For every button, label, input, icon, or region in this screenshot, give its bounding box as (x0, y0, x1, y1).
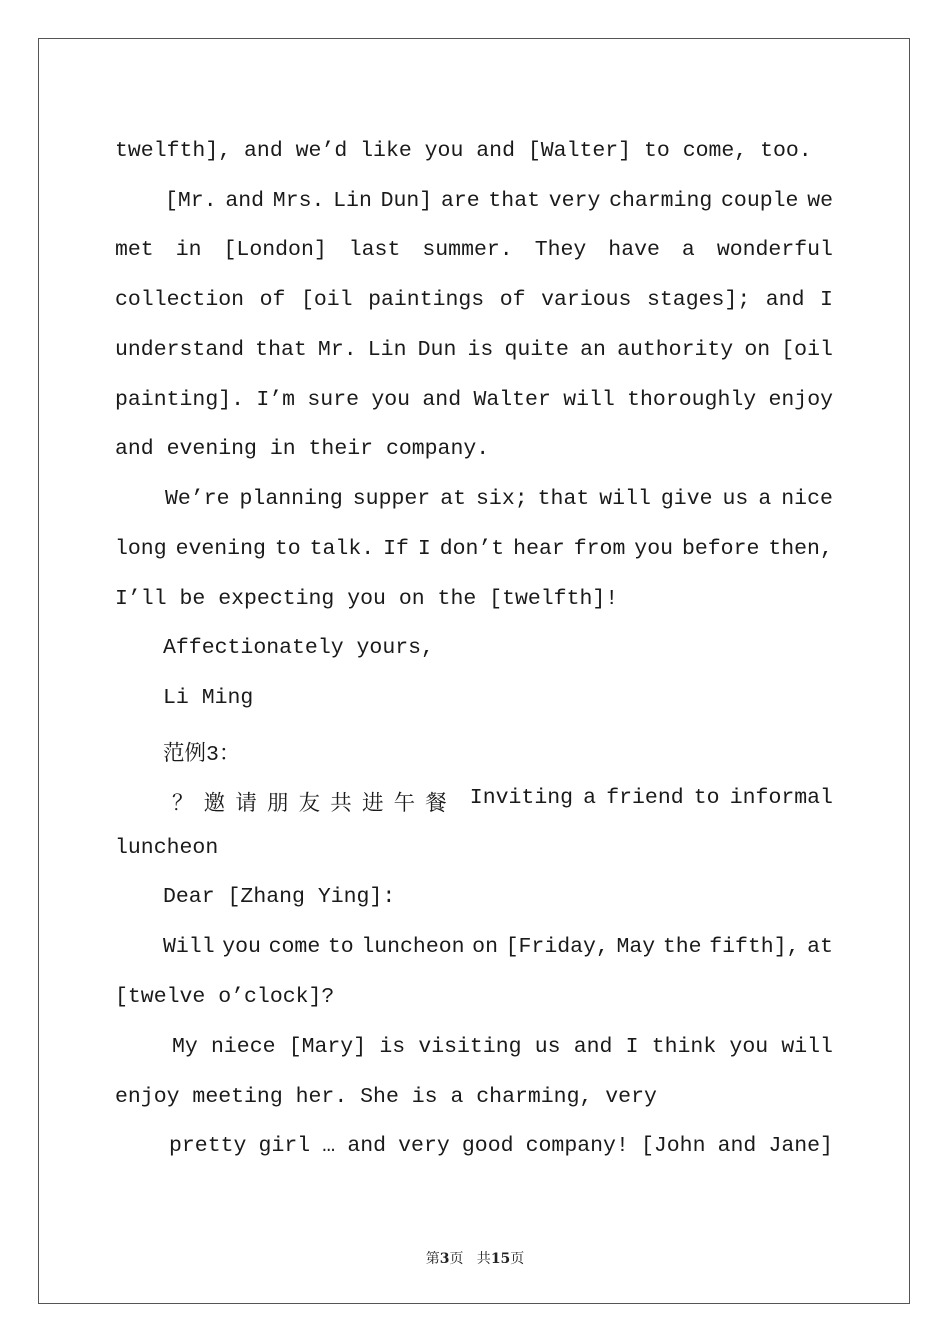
word: is (467, 338, 494, 362)
word: and (573, 1035, 613, 1059)
word: painting]. (115, 388, 245, 412)
text-line-1: twelfth], and we’d like you and [Walter] to come, too. (115, 139, 812, 163)
text-line-7: and evening in their company. (115, 437, 490, 461)
word: us (722, 487, 749, 511)
text-line-20: enjoy meeting her. She is a charming, very (115, 1085, 657, 1109)
word: at (807, 935, 833, 959)
word: thoroughly (627, 388, 757, 412)
word: an (580, 338, 606, 362)
word: [John (640, 1134, 706, 1158)
word: a (583, 786, 597, 810)
word: of (259, 288, 286, 312)
word: very (548, 189, 601, 213)
word: before (681, 537, 760, 561)
page-footer (0, 1248, 950, 1268)
word: authority (617, 338, 734, 362)
word: Walter (473, 388, 551, 412)
word: on (472, 935, 498, 959)
word: talk. (309, 537, 375, 561)
word: met (115, 238, 154, 262)
word: to (327, 935, 354, 959)
word: come (268, 935, 321, 959)
word: We’re (165, 487, 230, 511)
word: last (348, 238, 401, 262)
word: will (563, 388, 615, 412)
text-line-21 (169, 1134, 833, 1158)
word: 邀 (203, 793, 226, 817)
word: quite (504, 338, 569, 362)
word: from (573, 537, 626, 561)
word: If (383, 537, 409, 561)
word: [Friday, (505, 935, 609, 959)
text-line-6 (115, 388, 833, 412)
word: enjoy (768, 388, 833, 412)
word: company! (525, 1134, 629, 1158)
word: 进 (361, 793, 384, 817)
footer-suffix: 页 (510, 1251, 525, 1267)
word: a (758, 487, 772, 511)
word: Dun] (380, 189, 433, 213)
word: we (807, 189, 833, 213)
text-line-3 (115, 238, 833, 262)
word: nice (781, 487, 833, 511)
word: that (537, 487, 590, 511)
word: informal (729, 786, 833, 810)
word: 午 (393, 793, 416, 817)
word: are (440, 189, 480, 213)
word: friend (606, 786, 684, 810)
word: I (820, 288, 833, 312)
footer-page-number: 3 (439, 1251, 450, 1267)
word: hear (513, 537, 565, 561)
salutation: Dear [Zhang Ying]: (163, 885, 396, 909)
text-line-15: luncheon (115, 836, 219, 860)
word: to (693, 786, 720, 810)
word: [Mary] (288, 1035, 367, 1059)
word: 友 (298, 793, 321, 817)
word: ？ (172, 793, 194, 817)
text-line-2 (165, 189, 833, 213)
word: you (729, 1035, 769, 1059)
word: planning (239, 487, 343, 511)
word: [oil (300, 288, 353, 312)
word: [Mr. (165, 189, 217, 213)
word: [oil (781, 338, 833, 362)
word: the (662, 935, 702, 959)
word: think (651, 1035, 717, 1059)
word: collection (115, 288, 245, 312)
word: 请 (235, 793, 257, 817)
word: I’m (256, 388, 296, 412)
word: couple (721, 189, 799, 213)
word: and (717, 1134, 757, 1158)
text-line-19 (172, 1035, 833, 1059)
text-line-14 (172, 786, 833, 817)
text-line-18: [twelve o’clock]? (115, 985, 335, 1009)
word: will (781, 1035, 833, 1059)
word: 朋 (266, 793, 289, 817)
word: wonderful (716, 238, 833, 262)
word: Jane] (768, 1134, 833, 1158)
word: have (608, 238, 660, 262)
word: They (534, 238, 587, 262)
word: give (660, 487, 713, 511)
example-heading: 范例3： (163, 743, 241, 767)
word: understand (115, 338, 245, 362)
footer-total-pages: 15 (490, 1251, 511, 1267)
word: … (322, 1134, 336, 1158)
word: to (274, 537, 301, 561)
word: don’t (439, 537, 505, 561)
word: and (422, 388, 462, 412)
word: paintings (368, 288, 485, 312)
word: you (371, 388, 411, 412)
word: I (417, 537, 431, 561)
word: Mr. (317, 338, 357, 362)
word: 共 (330, 793, 352, 817)
word: stages]; (647, 288, 751, 312)
word: Dun (417, 338, 457, 362)
text-line-11: Affectionately yours, (163, 636, 434, 660)
word: and (765, 288, 805, 312)
word: on (744, 338, 771, 362)
word: girl (258, 1134, 311, 1158)
word: I (625, 1035, 639, 1059)
word: niece (211, 1035, 276, 1059)
word: fifth], (709, 935, 800, 959)
word: May (616, 935, 656, 959)
word: and (225, 189, 265, 213)
text-line-12: Li Ming (163, 686, 254, 710)
word: and (347, 1134, 387, 1158)
word: Inviting (456, 786, 574, 810)
word: sure (307, 388, 360, 412)
word: will (599, 487, 651, 511)
word: My (172, 1035, 198, 1059)
footer-prefix: 第 (425, 1251, 440, 1267)
word: summer. (422, 238, 513, 262)
word: various (541, 288, 632, 312)
text-line-9 (115, 537, 833, 561)
word: of (499, 288, 526, 312)
word: you (634, 537, 674, 561)
word: charming (609, 189, 713, 213)
word: at (440, 487, 467, 511)
word: Lin (333, 189, 372, 213)
word: [London] (223, 238, 327, 262)
word: 餐 (425, 793, 447, 817)
text-line-8 (165, 487, 833, 511)
word: that (255, 338, 307, 362)
text-line-5 (115, 338, 833, 362)
word: Mrs. (272, 189, 325, 213)
word: very (398, 1134, 450, 1158)
text-line-4 (115, 288, 833, 312)
word: then, (768, 537, 833, 561)
page-border (38, 38, 910, 1304)
word: a (681, 238, 695, 262)
footer-mid: 页 共 (449, 1251, 491, 1267)
text-line-17 (163, 935, 833, 959)
word: us (534, 1035, 561, 1059)
word: Lin (367, 338, 407, 362)
word: evening (175, 537, 266, 561)
text-line-10: I’ll be expecting you on the [twelfth]! (115, 587, 619, 611)
word: luncheon (361, 935, 465, 959)
word: visiting (418, 1035, 522, 1059)
word: six; (476, 487, 528, 511)
word: in (175, 238, 202, 262)
word: Will (163, 935, 215, 959)
word: is (379, 1035, 406, 1059)
word: pretty (169, 1134, 247, 1158)
word: long (115, 537, 167, 561)
word: supper (352, 487, 431, 511)
word: good (461, 1134, 514, 1158)
word: that (488, 189, 540, 213)
word: you (222, 935, 261, 959)
